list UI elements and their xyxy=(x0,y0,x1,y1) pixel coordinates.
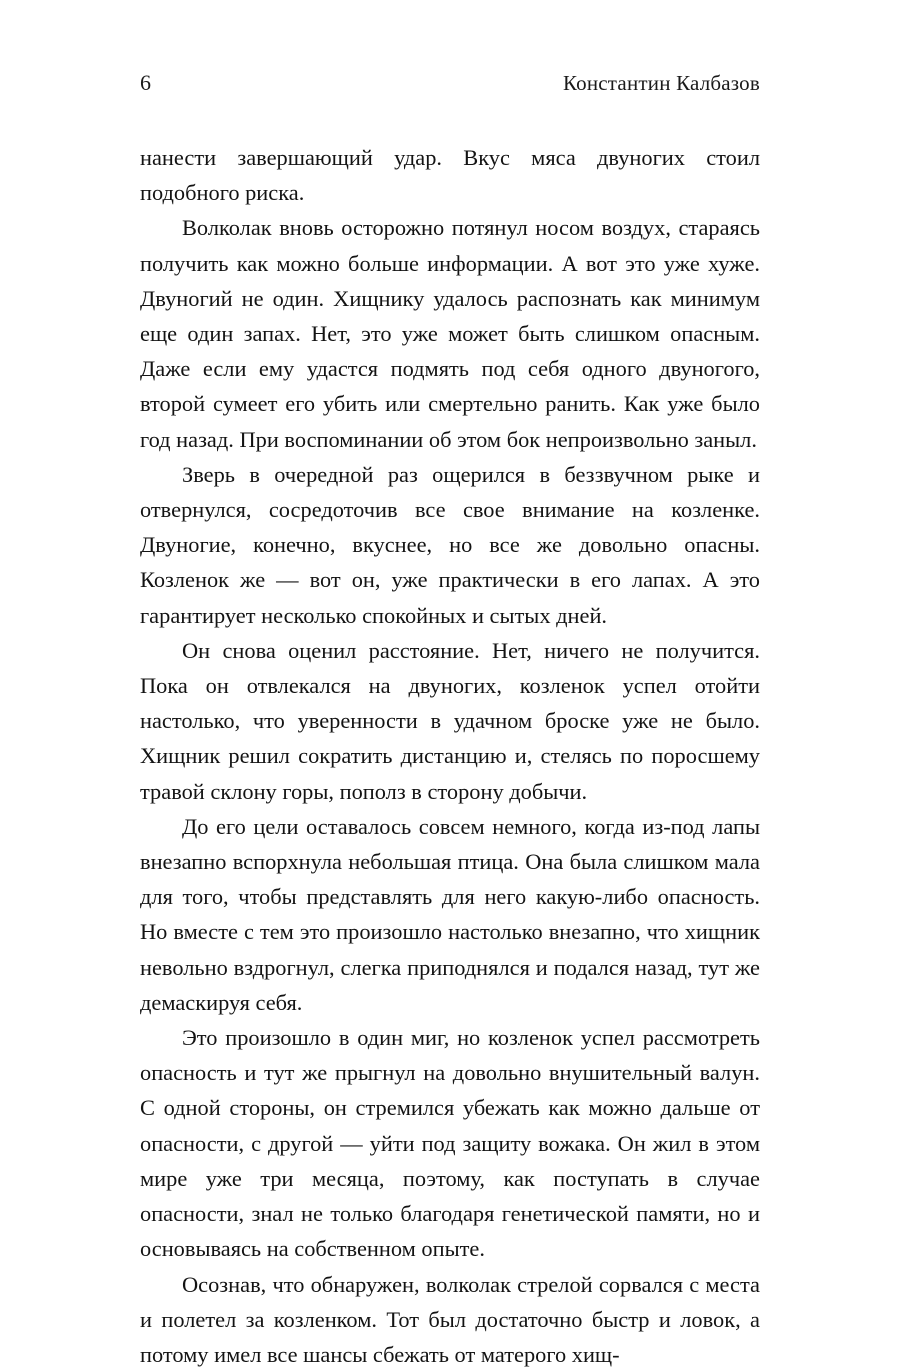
paragraph: Волколак вновь осторожно потянул носом воздух, стараясь получить как можно больше информации. А вот это уже хуже. Двуногий не один. Хищнику удалось распознать как минимум еще один запах. Нет, это уже может быть слишком опасным. Даже если ему удастся подмять под себя одного двуногого, второй сумеет его убить или смертельно ранить. Как уже было год назад. При воспоминании об этом бок непроизвольно заныл. xyxy=(140,210,760,456)
paragraph: Это произошло в один миг, но козленок успел рассмотреть опасность и тут же прыгнул на довольно внушительный валун. С одной стороны, он стремился убежать как можно дальше от опасности, с другой — уйти под защиту вожака. Он жил в этом мире уже три месяца, поэтому, как поступать в случае опасности, знал не только благодаря генетической памяти, но и основываясь на собственном опыте. xyxy=(140,1020,760,1266)
paragraph: Он снова оценил расстояние. Нет, ничего не получится. Пока он отвлекался на двуногих, козленок успел отойти настолько, что уверенности в удачном броске уже не было. Хищник решил сократить дистанцию и, стелясь по поросшему травой склону горы, пополз в сторону добычи. xyxy=(140,633,760,809)
paragraph: До его цели оставалось совсем немного, когда из-под лапы внезапно вспорхнула небольшая птица. Она была слишком мала для того, чтобы представлять для него какую-либо опасность. Но вместе с тем это произошло настолько внезапно, что хищник невольно вздрогнул, слегка приподнялся и подался назад, тут же демаскируя себя. xyxy=(140,809,760,1020)
running-head-title: Константин Калбазов xyxy=(563,71,760,96)
page-body xyxy=(140,140,760,1372)
paragraph: Осознав, что обнаружен, волколак стрелой сорвался с места и полетел за козленком. Тот был достаточно быстр и ловок, а потому имел все шансы сбежать от матерого хищ- xyxy=(140,1267,760,1372)
running-head xyxy=(140,70,760,96)
page-number: 6 xyxy=(140,70,151,96)
paragraph: нанести завершающий удар. Вкус мяса двуногих стоил подобного риска. xyxy=(140,140,760,210)
paragraph: Зверь в очередной раз ощерился в беззвучном рыке и отвернулся, сосредоточив все свое внимание на козленке. Двуногие, конечно, вкуснее, но все же довольно опасны. Козленок же — вот он, уже практически в его лапах. А это гарантирует несколько спокойных и сытых дней. xyxy=(140,457,760,633)
